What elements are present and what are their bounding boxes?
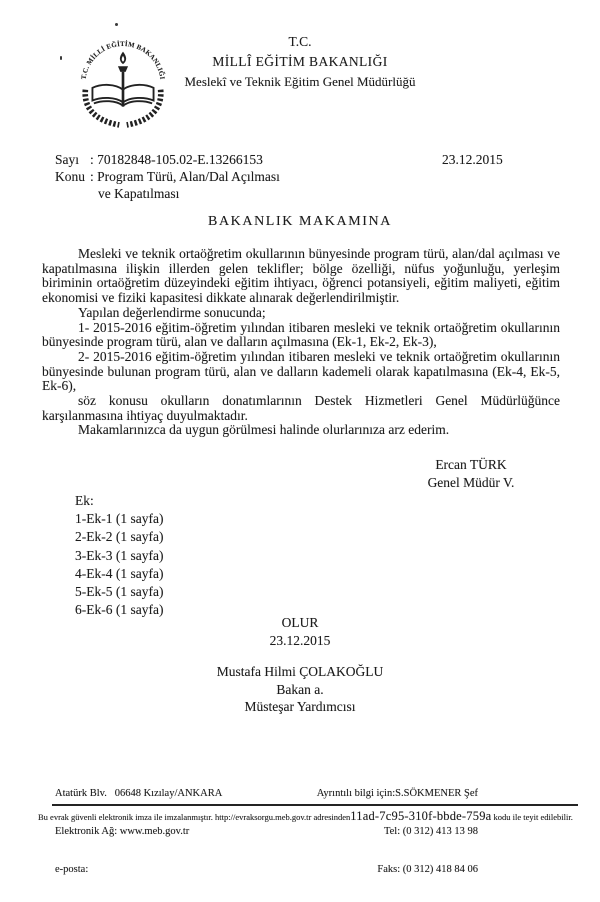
document-date: 23.12.2015 [442,152,503,167]
attachment-item: 4-Ek-4 (1 sayfa) [75,565,164,581]
letterhead [0,32,600,92]
approver-on-behalf: Bakan a. [276,681,324,697]
republic-label: T.C. [288,34,312,49]
document-meta [55,151,280,203]
scan-speck [115,23,118,26]
sayi-label: Sayı [55,152,80,167]
konu-value: : Program Türü, Alan/Dal Açılması [90,169,280,185]
ministry-name: MİLLÎ EĞİTİM BAKANLIĞI [212,54,388,69]
footer-divider [52,804,578,806]
footer-address: Atatürk Blv. 06648 Kızılay/ANKARA [55,788,223,800]
esignature-verification [38,809,578,824]
footer-email: e-posta: [55,863,89,875]
directorate-name: Meslekî ve Teknik Eğitim Genel Müdürlüğü [184,74,416,89]
footer-phone: Tel: (0 312) 413 13 98 [383,825,478,837]
attachment-item: 6-Ek-6 (1 sayfa) [75,602,164,618]
document-number-row [55,151,280,168]
footer-contact-right [317,763,478,902]
body-paragraph: söz konusu okulların donatımlarının Destek Hizmetleri Genel Müdürlüğünce karşılanmasına ihtiyaç duyulmaktadır. [42,393,560,423]
approver-name: Mustafa Hilmi ÇOLAKOĞLU [216,664,384,679]
footer-fax: Faks: (0 312) 418 84 06 [377,863,478,875]
konu-label: Konu [55,169,85,185]
attachments-list [75,492,163,619]
approval-block [0,614,600,716]
attachment-item: 2-Ek-2 (1 sayfa) [75,529,164,545]
body-paragraph: 1- 2015-2016 eğitim-öğretim yılından itibaren mesleki ve teknik ortaöğretim okullarının bünyesinde program türü, alan ve dalların açılmasına (Ek-1, Ek-2, Ek-3), [42,319,560,350]
signature-block [390,456,552,491]
attachment-item: 3-Ek-3 (1 sayfa) [75,547,164,563]
letter-body [42,247,560,438]
footer-info-contact: Ayrıntılı bilgi için:S.SÖKMENER Şef [316,788,478,800]
seal-circle-text: T.C. MİLLİ EĞİTİM BAKANLIĞI [80,40,166,81]
signer-name: Ercan TÜRK [435,457,507,472]
footer-contact-left [55,763,222,902]
recipient-title: BAKANLIK MAKAMINA [208,214,392,229]
approver-title: Müsteşar Yardımcısı [244,699,356,714]
body-paragraph: Yapılan değerlendirme sonucunda; [78,304,266,320]
verification-text-suffix: kodu ile teyit edilebilir. [493,812,573,822]
signer-title: Genel Müdür V. [427,474,515,490]
verification-text-prefix: Bu evrak güvenli elektronik imza ile imzalanmıştır. http://evraksorgu.meb.gov.tr adresinden [38,812,351,822]
body-paragraph: 2- 2015-2016 eğitim-öğretim yılından itibaren mesleki ve teknik ortaöğretim okullarının bünyesinde bulunan program türü, alan ve dalların kademeli olarak kapatılmasına (Ek-4, Ek-5, Ek-6), [42,348,560,394]
sayi-value: : 70182848-105.02-E.13266153 [90,152,263,167]
subject-row-line2: ve Kapatılması [98,186,180,202]
subject-row [55,168,280,185]
body-paragraph: Mesleki ve teknik ortaöğretim okullarının bünyesinde program türü, alan/dal açılması ve kapatılmasına ilişkin illerden gelen teklifler; bölge özelliği, nüfus yoğunluğu, yerleşim biriminin ortaöğretim düzeyindeki eğitim ihtiyacı, öğrenci potansiyeli, eğitim maliyeti, eğitim ekonomisi ve fiziki kapasitesi dikkate alınarak değerlendirilmiştir. [42,246,560,306]
verification-code: 11ad-7c95-310f-bbde-759a [350,809,492,823]
attachments-label: Ek: [75,493,94,508]
body-paragraph: Makamlarınızca da uygun görülmesi halinde olurlarınıza arz ederim. [78,422,450,438]
attachment-item: 1-Ek-1 (1 sayfa) [75,511,164,527]
approval-date: 23.12.2015 [269,632,331,648]
approval-olur: OLUR [281,615,319,630]
footer-website: Elektronik Ağ: www.meb.gov.tr [55,825,190,837]
attachment-item: 5-Ek-5 (1 sayfa) [75,584,164,600]
approver [0,663,600,716]
